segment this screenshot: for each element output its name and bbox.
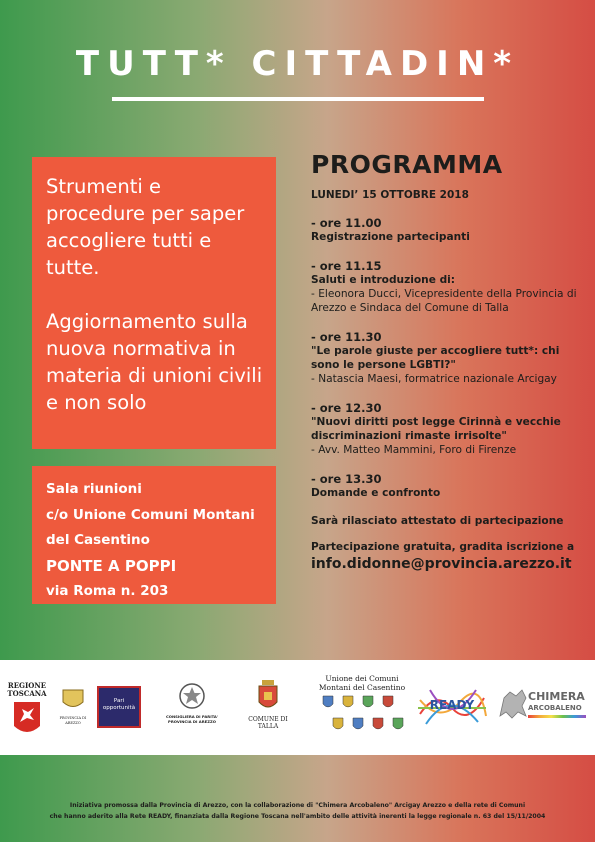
chimera-arcobaleno-logo <box>496 686 592 726</box>
ready-label: READY <box>429 698 475 712</box>
municipal-crests-icon <box>317 692 407 740</box>
regione-toscana-logo <box>6 682 48 744</box>
footer <box>0 800 595 822</box>
logo-band <box>0 660 595 755</box>
unione-line-2: Montani del Casentino <box>318 683 406 692</box>
chimera-line-2: ARCOBALENO <box>528 704 582 712</box>
regione-line-2: TOSCANA <box>7 689 47 698</box>
provincia-crest-icon <box>60 686 86 712</box>
venue-city: PONTE A POPPI <box>46 556 177 575</box>
program-slot <box>311 472 581 500</box>
unione-comuni-logo <box>312 674 412 744</box>
rete-ready-logo <box>416 684 488 730</box>
consigliera-line-2: PROVINCIA DI AREZZO <box>168 719 216 724</box>
slot-description: - Eleonora Ducci, Vicepresidente della Provincia di Arezzo e Sindaca del Comune di Talla <box>311 288 577 314</box>
intro-box <box>32 157 276 449</box>
talla-crest-icon <box>257 680 279 712</box>
footer-line-2: che hanno aderito alla Rete READY, finanziata dalla Regione Toscana nell'ambito delle attività inerenti la legge regionale n. 63 del 15/11/2004 <box>49 813 546 820</box>
intro-paragraph-1: Strumenti e procedure per saper accogliere tutti e tutte. <box>46 175 245 279</box>
consigliera-parita-logo <box>160 682 224 724</box>
slot-time: - ore 11.30 <box>311 330 382 344</box>
chimera-creature-icon <box>496 686 530 722</box>
pari-opportunita-logo <box>97 686 141 728</box>
pari-opportunita-label: Pari opportunità <box>102 698 136 711</box>
slot-description: - Avv. Matteo Mammini, Foro di Firenze <box>311 444 517 456</box>
comune-talla-logo <box>246 680 290 730</box>
title-underline <box>112 97 484 101</box>
pegasus-shield-icon <box>12 700 42 740</box>
program-slot <box>311 216 581 244</box>
regione-line-1: REGIONE <box>7 681 47 690</box>
venue-line-3: del Casentino <box>46 532 150 548</box>
venue-box <box>32 466 276 604</box>
slot-heading: Domande e confronto <box>311 487 441 499</box>
slot-time: - ore 11.00 <box>311 216 382 230</box>
program-section <box>311 150 581 572</box>
venue-address: via Roma n. 203 <box>46 583 169 599</box>
program-slot <box>311 401 581 457</box>
intro-paragraph-2: Aggiornamento sulla nuova normativa in materia di unioni civili e non solo <box>46 310 263 414</box>
footer-line-1: Iniziativa promossa dalla Provincia di Arezzo, con la collaborazione di "Chimera Arcobaleno" Arcigay Arezzo e della rete di Comuni <box>69 802 526 809</box>
program-slot <box>311 259 581 315</box>
unione-line-1: Unione dei Comuni <box>325 674 399 683</box>
venue-line-1: Sala riunioni <box>46 481 142 497</box>
contact-email[interactable]: info.didonne@provincia.arezzo.it <box>311 556 572 572</box>
chimera-line-1: CHIMERA <box>528 690 585 703</box>
republic-emblem-icon <box>178 682 206 710</box>
talla-line-2: TALLA <box>257 723 279 730</box>
slot-heading: "Nuovi diritti post legge Cirinnà e vecchie discriminazioni rimaste irrisolte" <box>311 416 561 442</box>
consigliera-line-1: CONSIGLIERA DI PARITA' <box>165 714 219 719</box>
provincia-arezzo-logo <box>52 686 94 726</box>
slot-heading: "Le parole giuste per accogliere tutt*: chi sono le persone LGBTI?" <box>311 345 560 371</box>
provincia-label: PROVINCIA DI AREZZO <box>59 716 87 725</box>
slot-time: - ore 13.30 <box>311 472 382 486</box>
slot-heading: Registrazione partecipanti <box>311 231 470 243</box>
venue-line-2: c/o Unione Comuni Montani <box>46 506 255 523</box>
poster-title: TUTT* CITTADIN* <box>75 44 520 84</box>
registration-note: Partecipazione gratuita, gradita iscrizione a <box>311 541 575 553</box>
program-slot <box>311 330 581 386</box>
slot-heading: Saluti e introduzione di: <box>311 274 456 286</box>
rainbow-bar <box>528 715 586 718</box>
event-date: LUNEDI’ 15 OTTOBRE 2018 <box>311 189 469 201</box>
slot-time: - ore 11.15 <box>311 259 382 273</box>
slot-time: - ore 12.30 <box>311 401 382 415</box>
talla-line-1: COMUNE DI <box>248 716 288 723</box>
slot-description: - Natascia Maesi, formatrice nazionale Arcigay <box>311 373 557 385</box>
program-heading: PROGRAMMA <box>311 150 503 179</box>
certificate-note: Sarà rilasciato attestato di partecipazione <box>311 515 564 527</box>
